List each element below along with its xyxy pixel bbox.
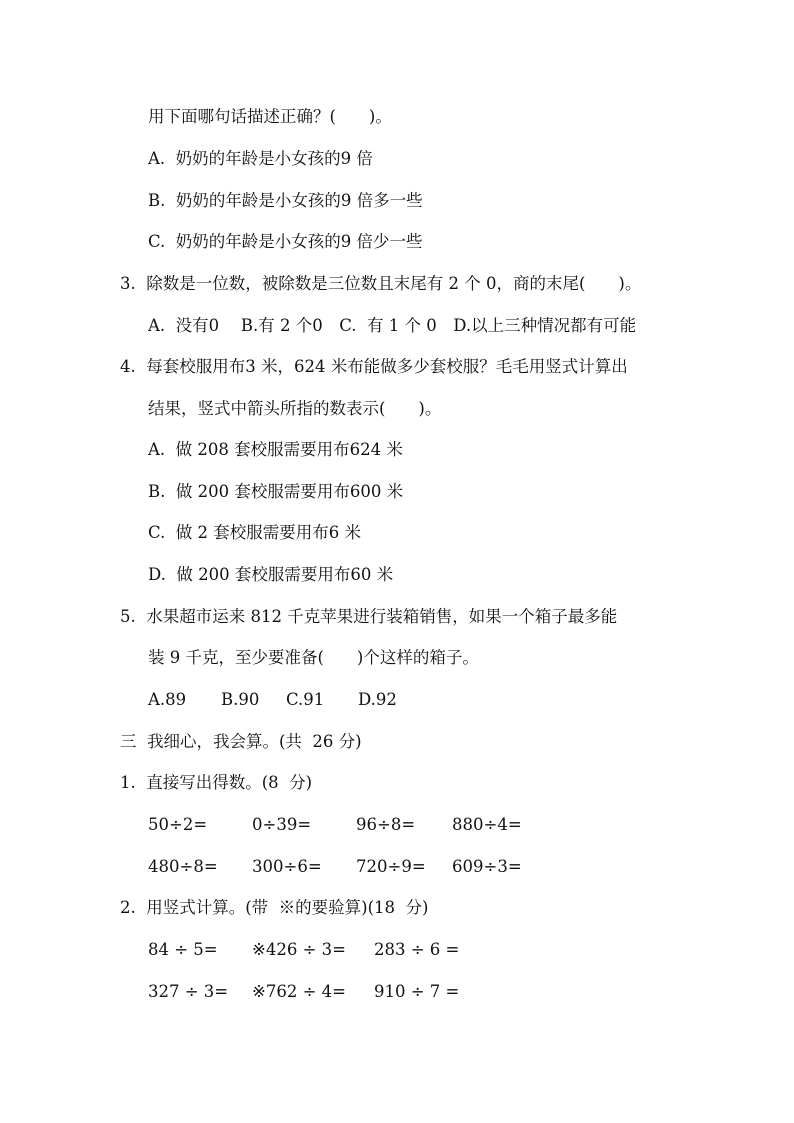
oral-calc-item: 300÷6= bbox=[252, 857, 322, 876]
question-5-option-b: B.90 bbox=[221, 690, 260, 709]
part-1-row-1 bbox=[148, 814, 568, 836]
part-2-row-2 bbox=[148, 981, 488, 1003]
written-calc-item: ※762 ÷ 4= bbox=[252, 982, 346, 1001]
question-2-option-b: B. 奶奶的年龄是小女孩的9 倍多一些 bbox=[148, 191, 423, 210]
question-2-option-c: C. 奶奶的年龄是小女孩的9 倍少一些 bbox=[148, 232, 423, 251]
question-5-option-c: C.91 bbox=[286, 690, 325, 709]
question-3-options: A. 没有0 B.有 2 个0 C. 有 1 个 0 D.以上三种情况都有可能 bbox=[148, 316, 637, 335]
oral-calc-item: 880÷4= bbox=[452, 815, 522, 834]
question-5-stem-line-2: 装 9 千克，至少要准备( )个这样的箱子。 bbox=[148, 648, 479, 667]
question-2-option-a: A. 奶奶的年龄是小女孩的9 倍 bbox=[148, 149, 373, 168]
question-4-option-b: B. 做 200 套校服需要用布600 米 bbox=[148, 482, 404, 501]
oral-calc-item: 0÷39= bbox=[252, 815, 312, 834]
question-5-option-a: A.89 bbox=[148, 690, 187, 709]
written-calc-item: 327 ÷ 3= bbox=[148, 982, 229, 1001]
written-calc-item: 84 ÷ 5= bbox=[148, 940, 218, 959]
oral-calc-item: 720÷9= bbox=[356, 857, 426, 876]
question-3-stem: 3. 除数是一位数，被除数是三位数且末尾有 2 个 0，商的末尾( )。 bbox=[120, 274, 642, 293]
question-5-options bbox=[148, 689, 448, 711]
part-1-title: 1. 直接写出得数。(8 分) bbox=[120, 773, 313, 792]
oral-calc-item: 50÷2= bbox=[148, 815, 208, 834]
part-2-title: 2. 用竖式计算。(带 ※的要验算)(18 分) bbox=[120, 898, 429, 917]
question-5-stem-line-1: 5. 水果超市运来 812 千克苹果进行装箱销售，如果一个箱子最多能 bbox=[120, 607, 618, 626]
part-2-row-1 bbox=[148, 939, 488, 961]
question-4-option-a: A. 做 208 套校服需要用布624 米 bbox=[148, 440, 403, 459]
oral-calc-item: 480÷8= bbox=[148, 857, 218, 876]
question-4-option-c: C. 做 2 套校服需要用布6 米 bbox=[148, 523, 362, 542]
written-calc-item: 910 ÷ 7 = bbox=[374, 982, 460, 1001]
written-calc-item: ※426 ÷ 3= bbox=[252, 940, 346, 959]
oral-calc-item: 96÷8= bbox=[356, 815, 416, 834]
written-calc-item: 283 ÷ 6 = bbox=[374, 940, 460, 959]
question-4-stem-line-2: 结果，竖式中箭头所指的数表示( )。 bbox=[148, 399, 442, 418]
oral-calc-item: 609÷3= bbox=[452, 857, 522, 876]
section-3-title: 三 我细心，我会算。(共 26 分) bbox=[120, 732, 362, 751]
question-5-option-d: D.92 bbox=[358, 690, 397, 709]
part-1-row-2 bbox=[148, 856, 568, 878]
question-2-stem: 用下面哪句话描述正确？( )。 bbox=[148, 107, 392, 126]
question-4-stem-line-1: 4. 每套校服用布3 米，624 米布能做多少套校服？毛毛用竖式计算出 bbox=[120, 357, 628, 376]
question-4-option-d: D. 做 200 套校服需要用布60 米 bbox=[148, 565, 394, 584]
